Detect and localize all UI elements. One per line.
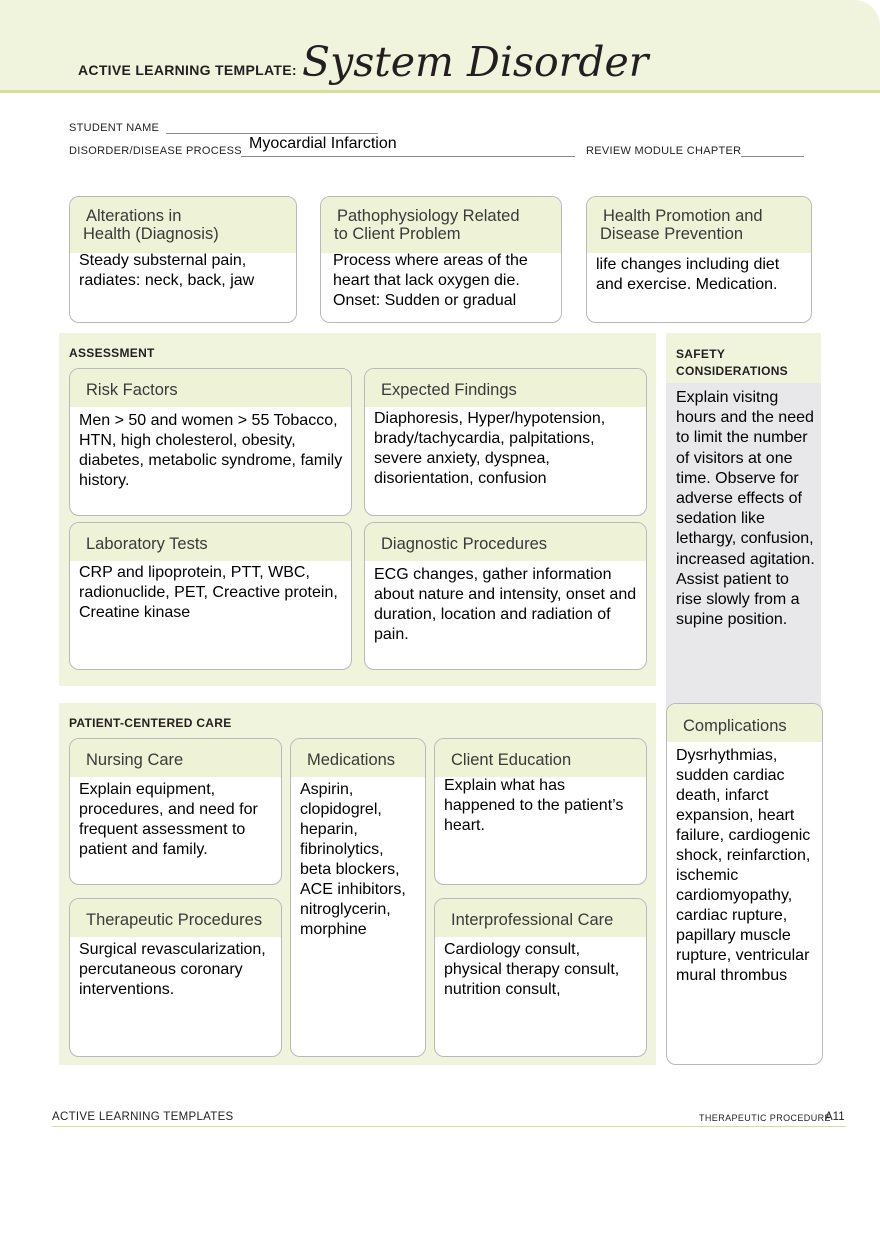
complications-heading: Complications — [667, 704, 822, 742]
nursing-care-box — [69, 738, 282, 885]
student-name-label: STUDENT NAME — [69, 122, 160, 134]
risk-factors-heading: Risk Factors — [70, 369, 351, 407]
medications-box — [290, 738, 426, 1057]
client-education-text[interactable]: Explain what has happened to the patient’s heart. — [444, 777, 624, 834]
therapeutic-procedures-text[interactable]: Surgical revascularization, percutaneous coronary interventions. — [79, 941, 266, 998]
footer-left: ACTIVE LEARNING TEMPLATES — [52, 1111, 234, 1123]
health-promotion-heading — [587, 197, 811, 253]
assessment-label: ASSESSMENT — [69, 346, 155, 360]
template-label: ACTIVE LEARNING TEMPLATE: — [78, 62, 297, 78]
alterations-in-health-box — [69, 196, 297, 323]
pathophysiology-text[interactable]: Process where areas of the heart that lack oxygen die. Onset: Sudden or gradual — [333, 252, 528, 309]
safety-label — [676, 346, 788, 380]
pathophysiology-heading — [321, 197, 561, 253]
diagnostic-procedures-box — [364, 522, 647, 670]
expected-findings-text[interactable]: Diaphoresis, Hyper/hypotension, brady/tachycardia, palpitations, severe anxiety, dyspnea, disorientation, confusion — [374, 410, 606, 487]
health-promotion-box — [586, 196, 812, 323]
chapter-line — [741, 156, 804, 157]
expected-findings-box — [364, 368, 647, 516]
client-education-heading: Client Education — [435, 739, 646, 777]
patient-care-label: PATIENT-CENTERED CARE — [69, 716, 232, 730]
disorder-line — [241, 156, 575, 157]
pathophysiology-box — [320, 196, 562, 323]
medications-text[interactable]: Aspirin, clopidogrel, heparin, fibrinolytics, beta blockers, ACE inhibitors, nitroglycerin, morphine — [300, 781, 406, 938]
therapeutic-procedures-heading: Therapeutic Procedures — [70, 899, 281, 937]
page-title: System Disorder — [302, 38, 649, 86]
disorder-label: DISORDER/DISEASE PROCESS — [69, 145, 242, 157]
laboratory-tests-box — [69, 522, 352, 670]
footer-divider — [52, 1126, 846, 1127]
diagnostic-procedures-heading: Diagnostic Procedures — [365, 523, 646, 561]
diagnostic-procedures-text[interactable]: ECG changes, gather information about nature and intensity, onset and duration, location and radiation of pain. — [374, 566, 637, 643]
page-number: A11 — [825, 1111, 845, 1123]
safety-text[interactable]: Explain visitng hours and the need to limit the number of visitors at one time. Observe for adverse effects of sedation like lethargy, confusion, increased agitation. Assist patient to rise slowly from a supine position. — [676, 389, 815, 629]
expected-findings-heading: Expected Findings — [365, 369, 646, 407]
complications-text[interactable]: Dysrhythmias, sudden cardiac death, infarct expansion, heart failure, cardiogenic shock, reinfarction, ischemic cardiomyopathy, cardiac rupture, papillary muscle rupture, ventricular mural thrombus — [676, 747, 811, 984]
therapeutic-procedures-box — [69, 898, 282, 1057]
interprofessional-care-box — [434, 898, 647, 1057]
alterations-text[interactable]: Steady substernal pain, radiates: neck, back, jaw — [79, 252, 255, 289]
nursing-care-text[interactable]: Explain equipment, procedures, and need for frequent assessment to patient and family. — [79, 781, 258, 858]
health-promotion-heading-line1: Health Promotion and — [603, 207, 763, 225]
interprofessional-care-text[interactable]: Cardiology consult, physical therapy consult, nutrition consult, — [444, 941, 620, 998]
disorder-field[interactable]: Myocardial Infarction — [249, 135, 397, 152]
pathophysiology-heading-line1: Pathophysiology Related — [337, 207, 520, 225]
complications-box — [666, 703, 823, 1065]
health-promotion-text[interactable]: life changes including diet and exercise. Medication. — [596, 256, 780, 293]
pathophysiology-heading-line2: to Client Problem — [334, 225, 461, 243]
risk-factors-text[interactable]: Men > 50 and women > 55 Tobacco, HTN, high cholesterol, obesity, diabetes, metabolic syndrome, family history. — [79, 412, 343, 489]
safety-label-line1: SAFETY — [676, 347, 726, 361]
health-promotion-heading-line2: Disease Prevention — [600, 225, 744, 243]
laboratory-tests-heading: Laboratory Tests — [70, 523, 351, 561]
alterations-heading-line1: Alterations in — [86, 207, 182, 225]
chapter-label: REVIEW MODULE CHAPTER — [586, 145, 742, 157]
risk-factors-box — [69, 368, 352, 516]
laboratory-tests-text[interactable]: CRP and lipoprotein, PTT, WBC, radionuclide, PET, Creactive protein, Creatine kinase — [79, 564, 338, 621]
safety-label-line2: CONSIDERATIONS — [676, 364, 788, 378]
interprofessional-care-heading: Interprofessional Care — [435, 899, 646, 937]
alterations-heading-line2: Health (Diagnosis) — [83, 225, 219, 243]
footer-right: THERAPEUTIC PROCEDURE — [699, 1113, 831, 1123]
alterations-heading — [70, 197, 296, 253]
client-education-box — [434, 738, 647, 885]
medications-heading: Medications — [291, 739, 425, 777]
student-name-line — [166, 133, 378, 134]
nursing-care-heading: Nursing Care — [70, 739, 281, 777]
